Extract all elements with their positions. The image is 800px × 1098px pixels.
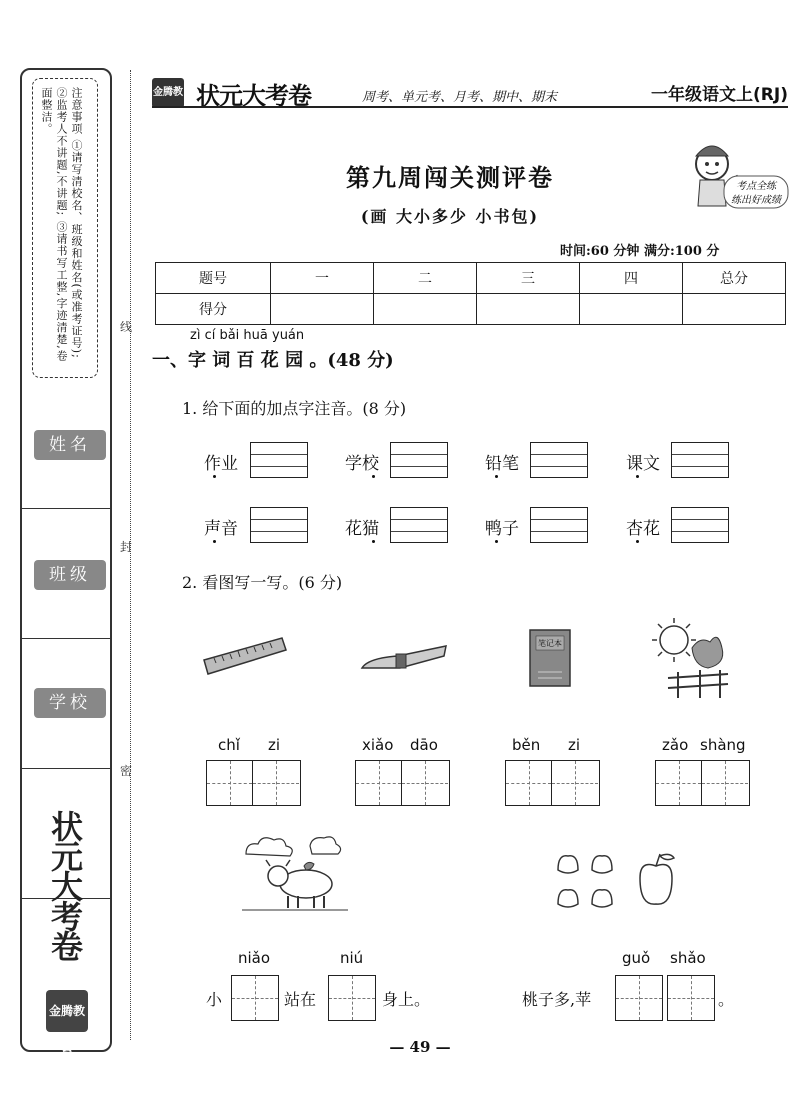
q2-pinyin: xiǎo (362, 736, 394, 754)
sentence1-text: 身上。 (382, 990, 431, 1009)
score-header-cell: 三 (477, 263, 580, 294)
pinyin-answer-box[interactable] (390, 507, 448, 543)
name-field-label: 姓名 (34, 430, 106, 460)
q1-word: 学校 (345, 454, 379, 474)
score-row-label: 得分 (156, 294, 271, 325)
emphasis-dot (372, 475, 375, 478)
score-cell[interactable] (477, 294, 580, 325)
header-subtitle: 周考、单元考、月考、期中、期末 (362, 90, 558, 105)
cut-mark-seal: 封 (120, 540, 133, 554)
mascot-illustration (680, 128, 790, 210)
pinyin-answer-box[interactable] (250, 507, 308, 543)
sentence2-text: 桃子多,苹 (522, 990, 592, 1009)
section1-title: 一、字 词 百 花 园 。(48 分) (152, 350, 394, 371)
pinyin-answer-box[interactable] (250, 442, 308, 478)
page-header (152, 78, 788, 128)
mascot-caption-1: 考点全练 (736, 181, 776, 192)
header-brand: 状元大考卷 (196, 82, 311, 110)
notebook-picture (528, 628, 572, 688)
pinyin-answer-box[interactable] (671, 442, 729, 478)
q1-word: 铅笔 (485, 454, 519, 474)
pinyin-answer-box[interactable] (671, 507, 729, 543)
sentence1-pinyin: niǎo (238, 949, 271, 967)
page-title: 第九周闯关测评卷 (346, 163, 554, 192)
q2-pinyin: dāo (410, 736, 438, 754)
q2-pinyin: zi (268, 736, 281, 754)
character-writing-box[interactable] (615, 975, 663, 1021)
score-header-cell: 一 (271, 263, 374, 294)
strip-brand-logo: 状元大考卷 (46, 810, 84, 960)
page-number: — 49 — (389, 1038, 451, 1056)
sentence2-text: 。 (718, 990, 735, 1009)
sunrise-rooster-picture (648, 614, 734, 700)
q1-prompt: 1. 给下面的加点字注音。(8 分) (182, 399, 407, 418)
class-field-label: 班级 (34, 560, 106, 590)
q1-word: 声音 (204, 519, 238, 539)
q2-pinyin: zǎo (662, 736, 689, 754)
pinyin-answer-box[interactable] (390, 442, 448, 478)
peaches-apple-picture (552, 848, 692, 912)
score-table-score-row (156, 294, 786, 325)
school-field-label: 学校 (34, 688, 106, 718)
character-writing-box[interactable] (667, 975, 715, 1021)
character-writing-box[interactable] (328, 975, 376, 1021)
cut-mark-secret: 密 (120, 764, 133, 778)
q1-word: 杏花 (626, 519, 660, 539)
header-grade: 一年级语文上(RJ) (651, 85, 788, 105)
pinyin-answer-box[interactable] (530, 442, 588, 478)
character-writing-grid[interactable] (655, 760, 750, 806)
emphasis-dot (495, 475, 498, 478)
page-subtitle: (画 大小多少 小书包) (360, 207, 540, 226)
score-cell[interactable] (271, 294, 374, 325)
score-header-cell: 二 (374, 263, 477, 294)
q1-word: 作业 (204, 454, 238, 474)
emphasis-dot (636, 475, 639, 478)
q1-word: 课文 (626, 454, 660, 474)
emphasis-dot (495, 540, 498, 543)
sentence2-pinyin: shǎo (670, 949, 706, 967)
score-cell[interactable] (580, 294, 683, 325)
emphasis-dot (372, 540, 375, 543)
pinyin-answer-box[interactable] (530, 507, 588, 543)
score-header-cell: 题号 (156, 263, 271, 294)
sentence2-pinyin: guǒ (622, 949, 651, 967)
strip-logo-badge: 金腾教育 (46, 990, 88, 1032)
cow-bird-picture (240, 832, 350, 912)
score-table (155, 262, 786, 325)
score-table-header-row (156, 263, 786, 294)
publisher-badge: 金腾教育 (152, 78, 184, 108)
character-writing-grid[interactable] (206, 760, 301, 806)
cut-mark-line: 线 (120, 320, 133, 334)
notebook-label: 笔记本 (538, 639, 562, 648)
emphasis-dot (213, 540, 216, 543)
ruler-picture (200, 630, 290, 680)
q2-prompt: 2. 看图写一写。(6 分) (182, 573, 343, 592)
score-cell[interactable] (683, 294, 786, 325)
character-writing-grid[interactable] (505, 760, 600, 806)
sentence1-text: 站在 (284, 990, 317, 1009)
mascot-caption-2: 练出好成绩 (731, 195, 781, 206)
notes-box (32, 78, 98, 378)
q2-pinyin: shàng (700, 736, 746, 754)
character-writing-grid[interactable] (355, 760, 450, 806)
section1-pinyin: zì cí bǎi huā yuán (190, 328, 305, 343)
character-writing-box[interactable] (231, 975, 279, 1021)
knife-picture (358, 638, 450, 678)
q2-pinyin: zi (568, 736, 581, 754)
q2-pinyin: běn (512, 736, 541, 754)
emphasis-dot (636, 540, 639, 543)
score-header-cell: 总分 (683, 263, 786, 294)
cut-line (130, 70, 131, 1040)
score-header-cell: 四 (580, 263, 683, 294)
q2-pinyin: chǐ (218, 736, 240, 754)
emphasis-dot (213, 475, 216, 478)
exam-notes: 注意事项 ①请写清校名、班级和姓名(或准考证号); ②监考人不讲题,不讲题; ③请书写工整,字迹清楚,卷面整洁。 (40, 87, 83, 362)
header-rule (152, 106, 788, 108)
sentence1-pinyin: niú (340, 949, 364, 967)
exam-meta: 时间:60 分钟 满分:100 分 (560, 244, 720, 259)
sentence1-text: 小 (206, 990, 223, 1009)
score-cell[interactable] (374, 294, 477, 325)
q1-word: 花猫 (345, 519, 379, 539)
q1-word: 鸭子 (485, 519, 519, 539)
